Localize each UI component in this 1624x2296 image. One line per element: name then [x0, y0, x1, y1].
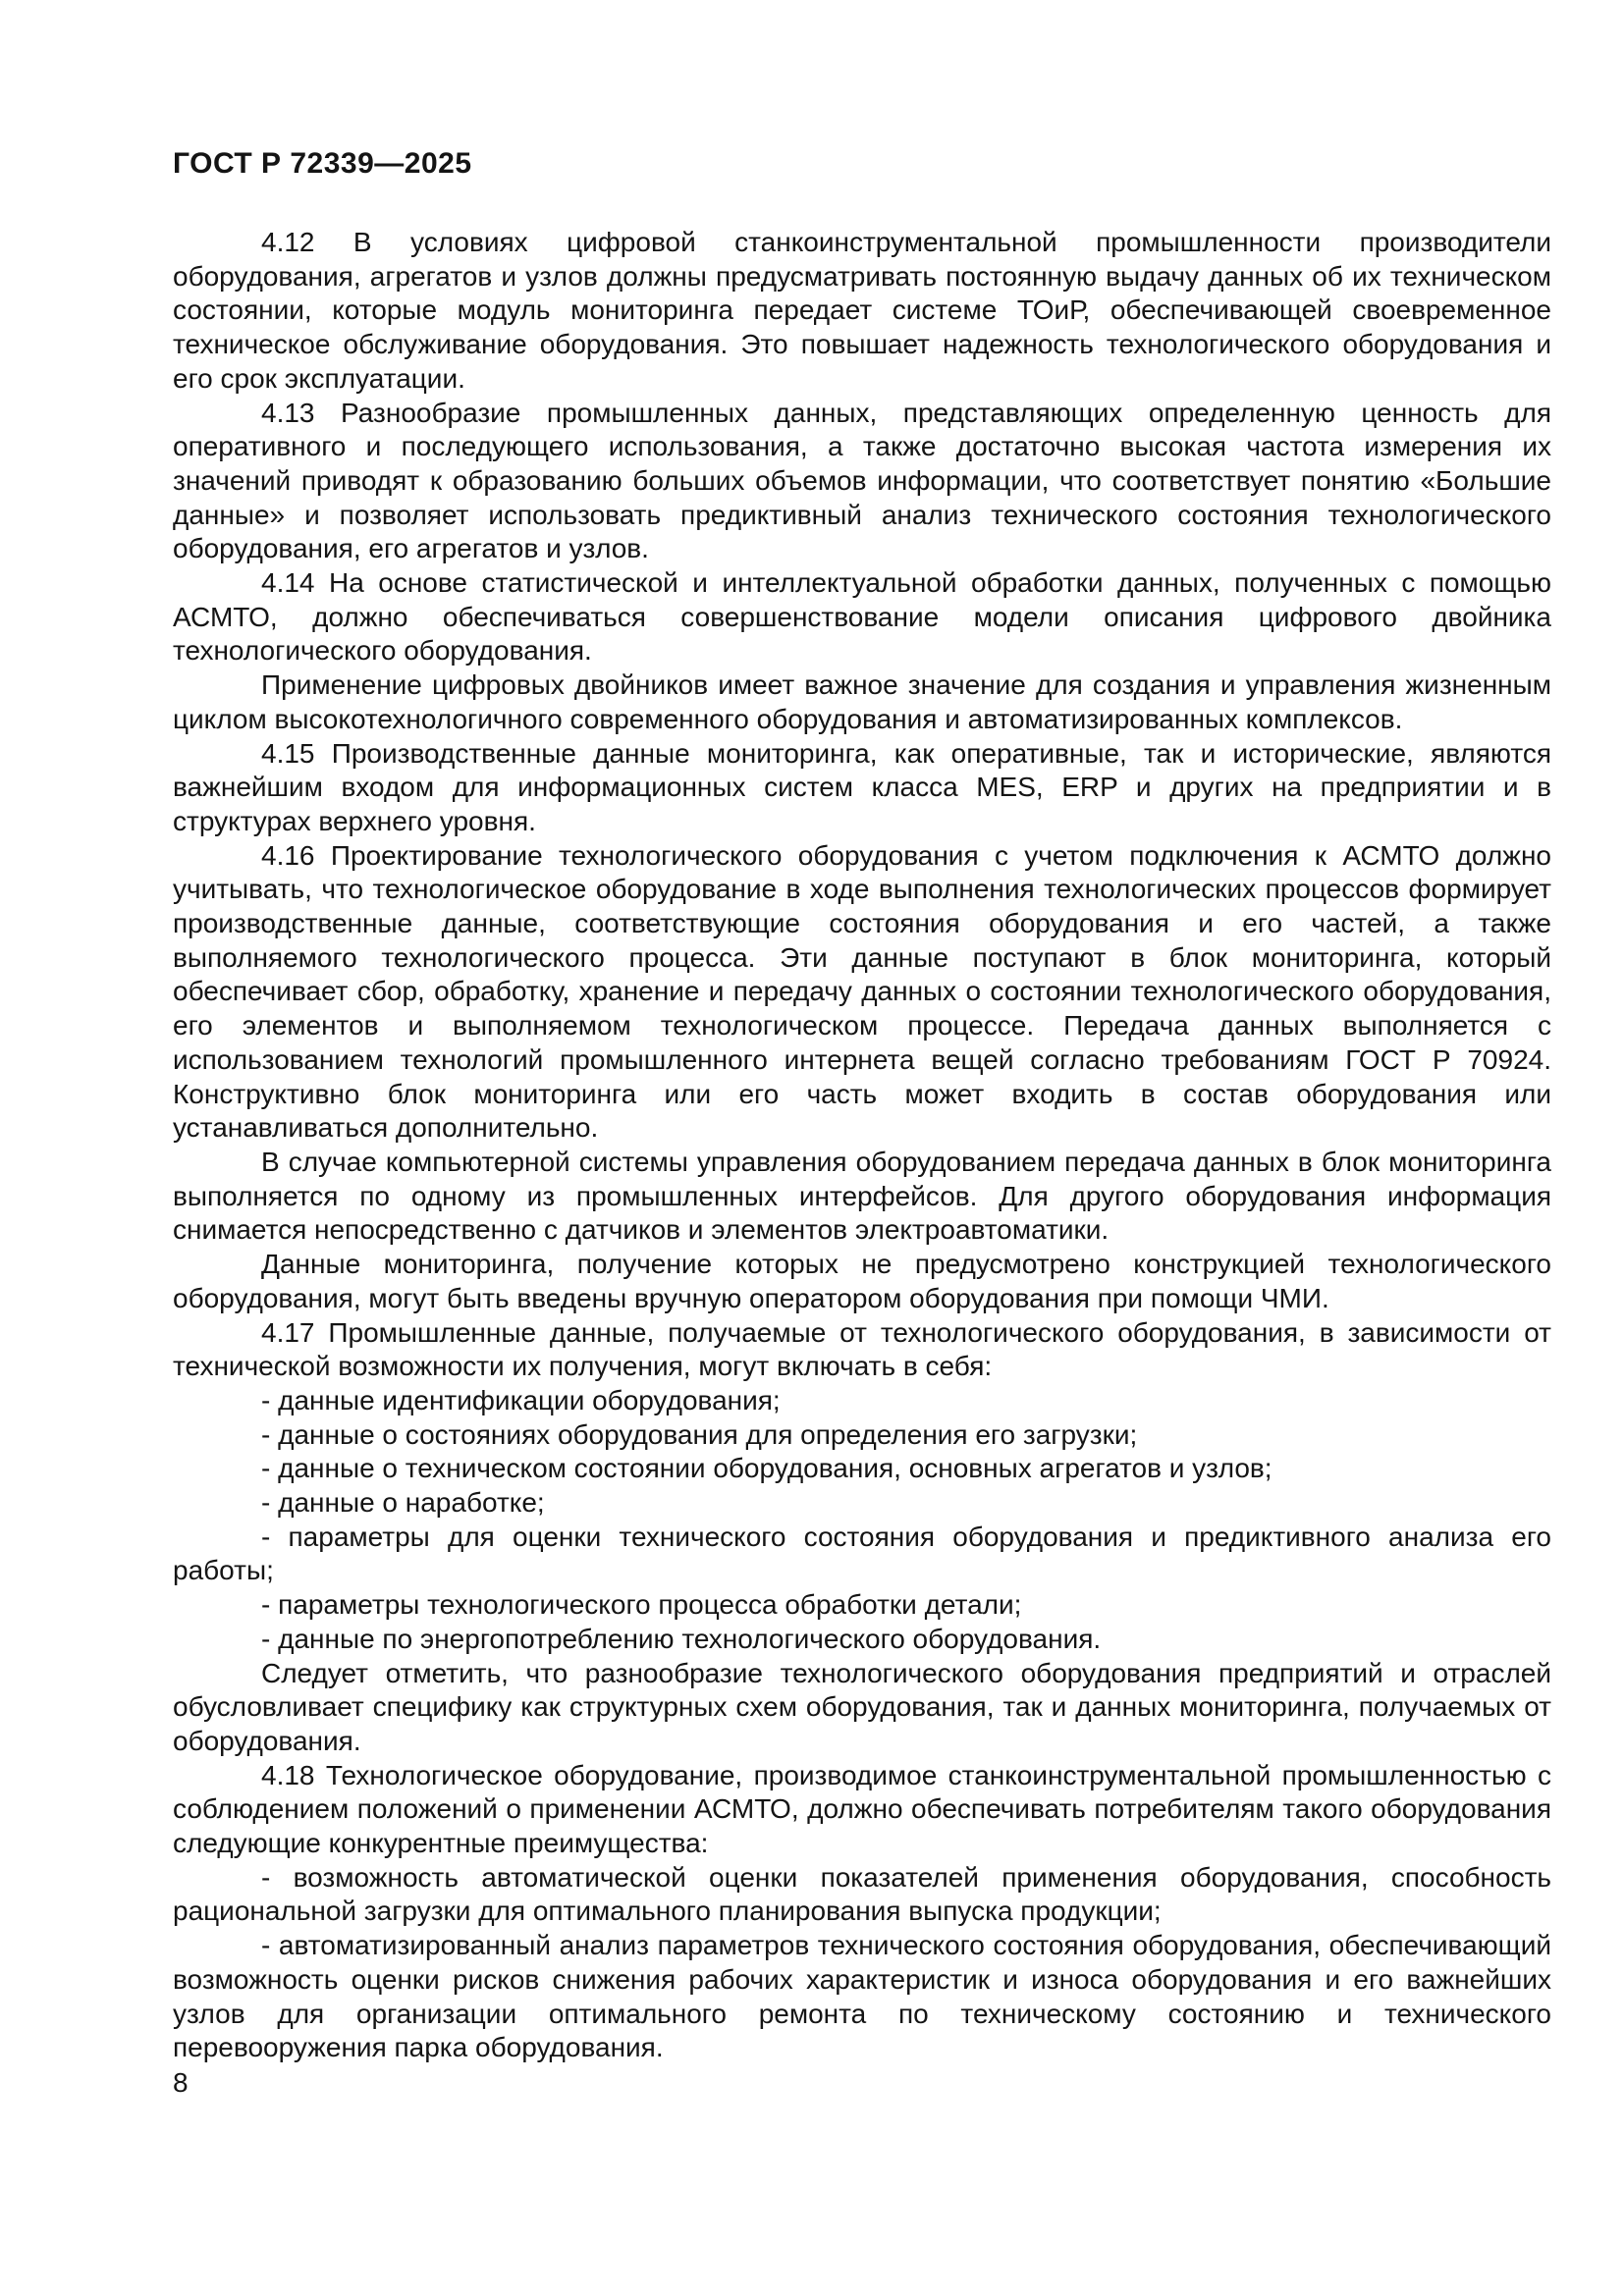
list-item: - данные о состояниях оборудования для определения его загрузки; — [261, 1418, 1138, 1450]
paragraph-4-17: 4.17 Промышленные данные, получаемые от технологического оборудования, в зависимости от технической возможности их получения, могут включать в себя: — [173, 1316, 1551, 1382]
paragraph-4-14-cont: Применение цифровых двойников имеет важное значение для создания и управления жизненным циклом высокотехнологичного современного оборудования и автоматизированных комплексов. — [173, 669, 1551, 734]
paragraph-4-15: 4.15 Производственные данные мониторинга, как оперативные, так и исторические, являются важнейшим входом для информационных систем класса MES, ERP и других на предприятии и в структурах верхнего уровня. — [173, 737, 1551, 836]
list-item: - данные идентификации оборудования; — [261, 1384, 781, 1415]
list-item: - данные по энергопотреблению технологического оборудования. — [261, 1623, 1102, 1654]
running-header: ГОСТ Р 72339—2025 — [173, 147, 472, 180]
paragraph-4-16-cont1: В случае компьютерной системы управления оборудованием передача данных в блок мониторинга выполняется по одному из промышленных интерфейсов. Для другого оборудования информация снимается непосредственно с датчиков и элементов электроавтоматики. — [173, 1146, 1551, 1246]
document-body — [173, 226, 1551, 2065]
page-number: 8 — [173, 2067, 189, 2098]
list-item: - параметры технологического процесса обработки детали; — [261, 1589, 1022, 1621]
list-item: - данные о техническом состоянии оборудования, основных агрегатов и узлов; — [261, 1453, 1272, 1484]
paragraph-4-13: 4.13 Разнообразие промышленных данных, представляющих определенную ценность для оперативного и последующего использования, а также достаточно высокая частота измерения их значений приводят к образованию больших объемов информации, что соответствует понятию «Большие данные» и позволяет использовать предиктивный анализ технического состояния технологического оборудования, его агрегатов и узлов. — [173, 397, 1551, 564]
list-item: - данные о наработке; — [261, 1487, 545, 1519]
paragraph-4-18: 4.18 Технологическое оборудование, производимое станкоинструментальной промышленностью с соблюдением положений о применении АСМТО, должно обеспечивать потребителям такого оборудования следующие конкурентные преимущества: — [173, 1759, 1551, 1859]
list-item: - возможность автоматической оценки показателей применения оборудования, способность рациональной загрузки для оптимального планирования выпуска продукции; — [173, 1861, 1551, 1927]
paragraph-4-16: 4.16 Проектирование технологического оборудования с учетом подключения к АСМТО должно учитывать, что технологическое оборудование в ходе выполнения технологических процессов формирует производственные данные, соответствующие состояния оборудования и его частей, а также выполняемого технологического процесса. Эти данные поступают в блок мониторинга, который обеспечивает сбор, обработку, хранение и передачу данных о состоянии технологического оборудования, его элементов и выполняемом технологическом процессе. Передача данных выполняется с использованием технологий промышленного интернета вещей согласно требованиям ГОСТ Р 70924. Конструктивно блок мониторинга или его часть может входить в состав оборудования или устанавливаться дополнительно. — [173, 839, 1551, 1144]
list-item: - параметры для оценки технического состояния оборудования и предиктивного анализа его работы; — [173, 1521, 1551, 1586]
paragraph-4-14: 4.14 На основе статистической и интеллектуальной обработки данных, полученных с помощью АСМТО, должно обеспечиваться совершенствование модели описания цифрового двойника технологического оборудования. — [173, 567, 1551, 667]
paragraph-note: Следует отметить, что разнообразие технологического оборудования предприятий и отраслей обусловливает специфику как структурных схем оборудования, так и данных мониторинга, получаемых от оборудования. — [173, 1657, 1551, 1756]
paragraph-4-12: 4.12 В условиях цифровой станкоинструментальной промышленности производители оборудования, агрегатов и узлов должны предусматривать постоянную выдачу данных об их техническом состоянии, которые модуль мониторинга передает системе ТОиР, обеспечивающей своевременное техническое обслуживание оборудования. Это повышает надежность технологического оборудования и его срок эксплуатации. — [173, 227, 1551, 394]
list-item: - автоматизированный анализ параметров технического состояния оборудования, обеспечивающий возможность оценки рисков снижения рабочих характеристик и износа оборудования и его важнейших узлов для организации оптимального ремонта по техническому состоянию и технического перевооружения парка оборудования. — [173, 1930, 1551, 2063]
paragraph-4-16-cont2: Данные мониторинга, получение которых не предусмотрено конструкцией технологического оборудования, могут быть введены вручную оператором оборудования при помощи ЧМИ. — [173, 1249, 1551, 1313]
